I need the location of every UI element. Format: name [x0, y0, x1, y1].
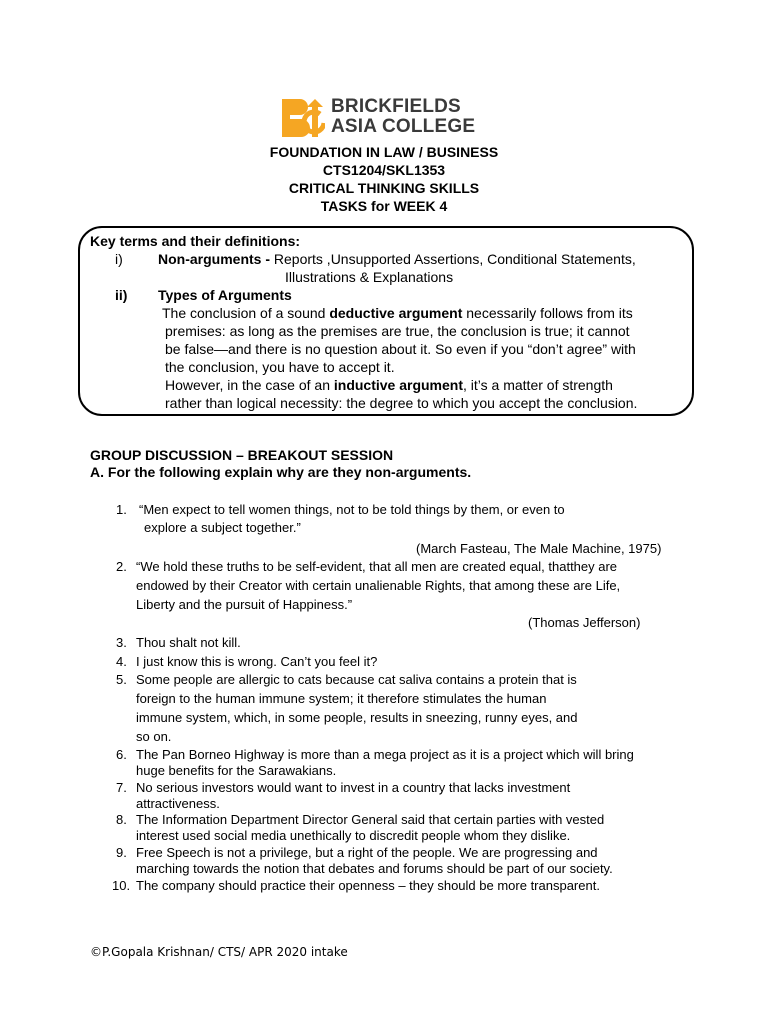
key-term-2-term: Types of Arguments — [158, 287, 292, 303]
inductive-term: inductive argument — [333, 377, 464, 393]
item-1-source: (March Fasteau, The Male Machine, 1975) — [416, 541, 662, 556]
item-1-line-2: explore a subject together.” — [144, 520, 301, 535]
item-1-number: 1. — [116, 502, 127, 517]
item-2-number: 2. — [116, 559, 127, 574]
item-8-line-1: The Information Department Director General said that certain parties with vested — [136, 812, 605, 827]
item-6-line-1: The Pan Borneo Highway is more than a mega project as it is a project which will bring — [136, 747, 634, 762]
item-5-line-3: immune system, which, in some people, results in sneezing, runny eyes, and — [136, 710, 578, 725]
item-6-number: 6. — [116, 747, 127, 762]
deductive-line-3: be false—and there is no question about it. So even if you “don’t agree” with — [165, 341, 636, 357]
deductive-line-2: premises: as long as the premises are true, the conclusion is true; it cannot — [165, 323, 630, 339]
item-9-line-2: marching towards the notion that debates and forums should be part of our society. — [136, 861, 613, 876]
item-2-source: (Thomas Jefferson) — [528, 615, 641, 630]
item-5-line-4: so on. — [136, 729, 172, 744]
item-5-number: 5. — [116, 672, 127, 687]
deductive-term: deductive argument — [329, 305, 463, 321]
item-3-line-1: Thou shalt not kill. — [136, 635, 241, 650]
subject-title: CRITICAL THINKING SKILLS — [288, 180, 480, 196]
item-7-line-2: attractiveness. — [136, 796, 220, 811]
item-9-number: 9. — [116, 845, 127, 860]
key-term-1-def: Reports ,Unsupported Assertions, Conditional Statements, — [270, 251, 636, 267]
item-2-line-3: Liberty and the pursuit of Happiness.” — [136, 597, 353, 612]
item-4-line-1: I just know this is wrong. Can’t you feel it? — [136, 654, 378, 669]
section-subtitle: A. For the following explain why are they non-arguments. — [90, 464, 472, 480]
week-title: TASKS for WEEK 4 — [320, 198, 448, 214]
bac-logo-icon — [281, 97, 325, 139]
logo-text — [331, 97, 475, 137]
key-term-1-marker: i) — [115, 251, 123, 267]
college-logo — [281, 97, 487, 141]
deductive-pre: The conclusion of a sound — [162, 305, 330, 321]
item-10-line-1: The company should practice their openness – they should be more transparent. — [136, 878, 600, 893]
key-term-2-marker: ii) — [115, 287, 128, 303]
deductive-line-4: the conclusion, you have to accept it. — [165, 359, 395, 375]
item-8-number: 8. — [116, 812, 127, 827]
item-8-line-2: interest used social media unethically to discredit people whom they dislike. — [136, 828, 571, 843]
logo-line-2: ASIA COLLEGE — [331, 116, 476, 137]
item-1-line-1: “Men expect to tell women things, not to be told things by them, or even to — [139, 502, 565, 517]
item-7-line-1: No serious investors would want to invest in a country that lacks investment — [136, 780, 571, 795]
item-2-line-2: endowed by their Creator with certain unalienable Rights, that among these are Life, — [136, 578, 621, 593]
inductive-line-2: rather than logical necessity: the degree to which you accept the conclusion. — [165, 395, 638, 411]
key-term-1-def-cont: Illustrations & Explanations — [285, 269, 454, 285]
item-9-line-1: Free Speech is not a privilege, but a right of the people. We are progressing and — [136, 845, 598, 860]
deductive-line-1 — [162, 304, 633, 322]
course-code: CTS1204/SKL1353 — [322, 162, 446, 178]
item-4-number: 4. — [116, 654, 127, 669]
item-5-line-2: foreign to the human immune system; it therefore stimulates the human — [136, 691, 547, 706]
section-title: GROUP DISCUSSION – BREAKOUT SESSION — [90, 447, 394, 463]
item-3-number: 3. — [116, 635, 127, 650]
logo-line-1: BRICKFIELDS — [331, 96, 461, 117]
inductive-line-1 — [165, 376, 613, 394]
inductive-pre: However, in the case of an — [165, 377, 334, 393]
footer-copyright: ©P.Gopala Krishnan/ CTS/ APR 2020 intake — [90, 945, 348, 959]
key-term-1-line — [158, 250, 636, 268]
inductive-post: , it’s a matter of strength — [463, 377, 613, 393]
item-2-line-1: “We hold these truths to be self-evident, that all men are created equal, thatthey are — [136, 559, 618, 574]
item-6-line-2: huge benefits for the Sarawakians. — [136, 763, 337, 778]
key-terms-heading: Key terms and their definitions: — [90, 233, 301, 249]
item-5-line-1: Some people are allergic to cats because cat saliva contains a protein that is — [136, 672, 577, 687]
item-10-number: 10. — [112, 878, 131, 893]
key-term-1-term: Non-arguments - — [158, 251, 270, 267]
item-7-number: 7. — [116, 780, 127, 795]
deductive-post: necessarily follows from its — [462, 305, 633, 321]
course-title: FOUNDATION IN LAW / BUSINESS — [269, 144, 499, 160]
